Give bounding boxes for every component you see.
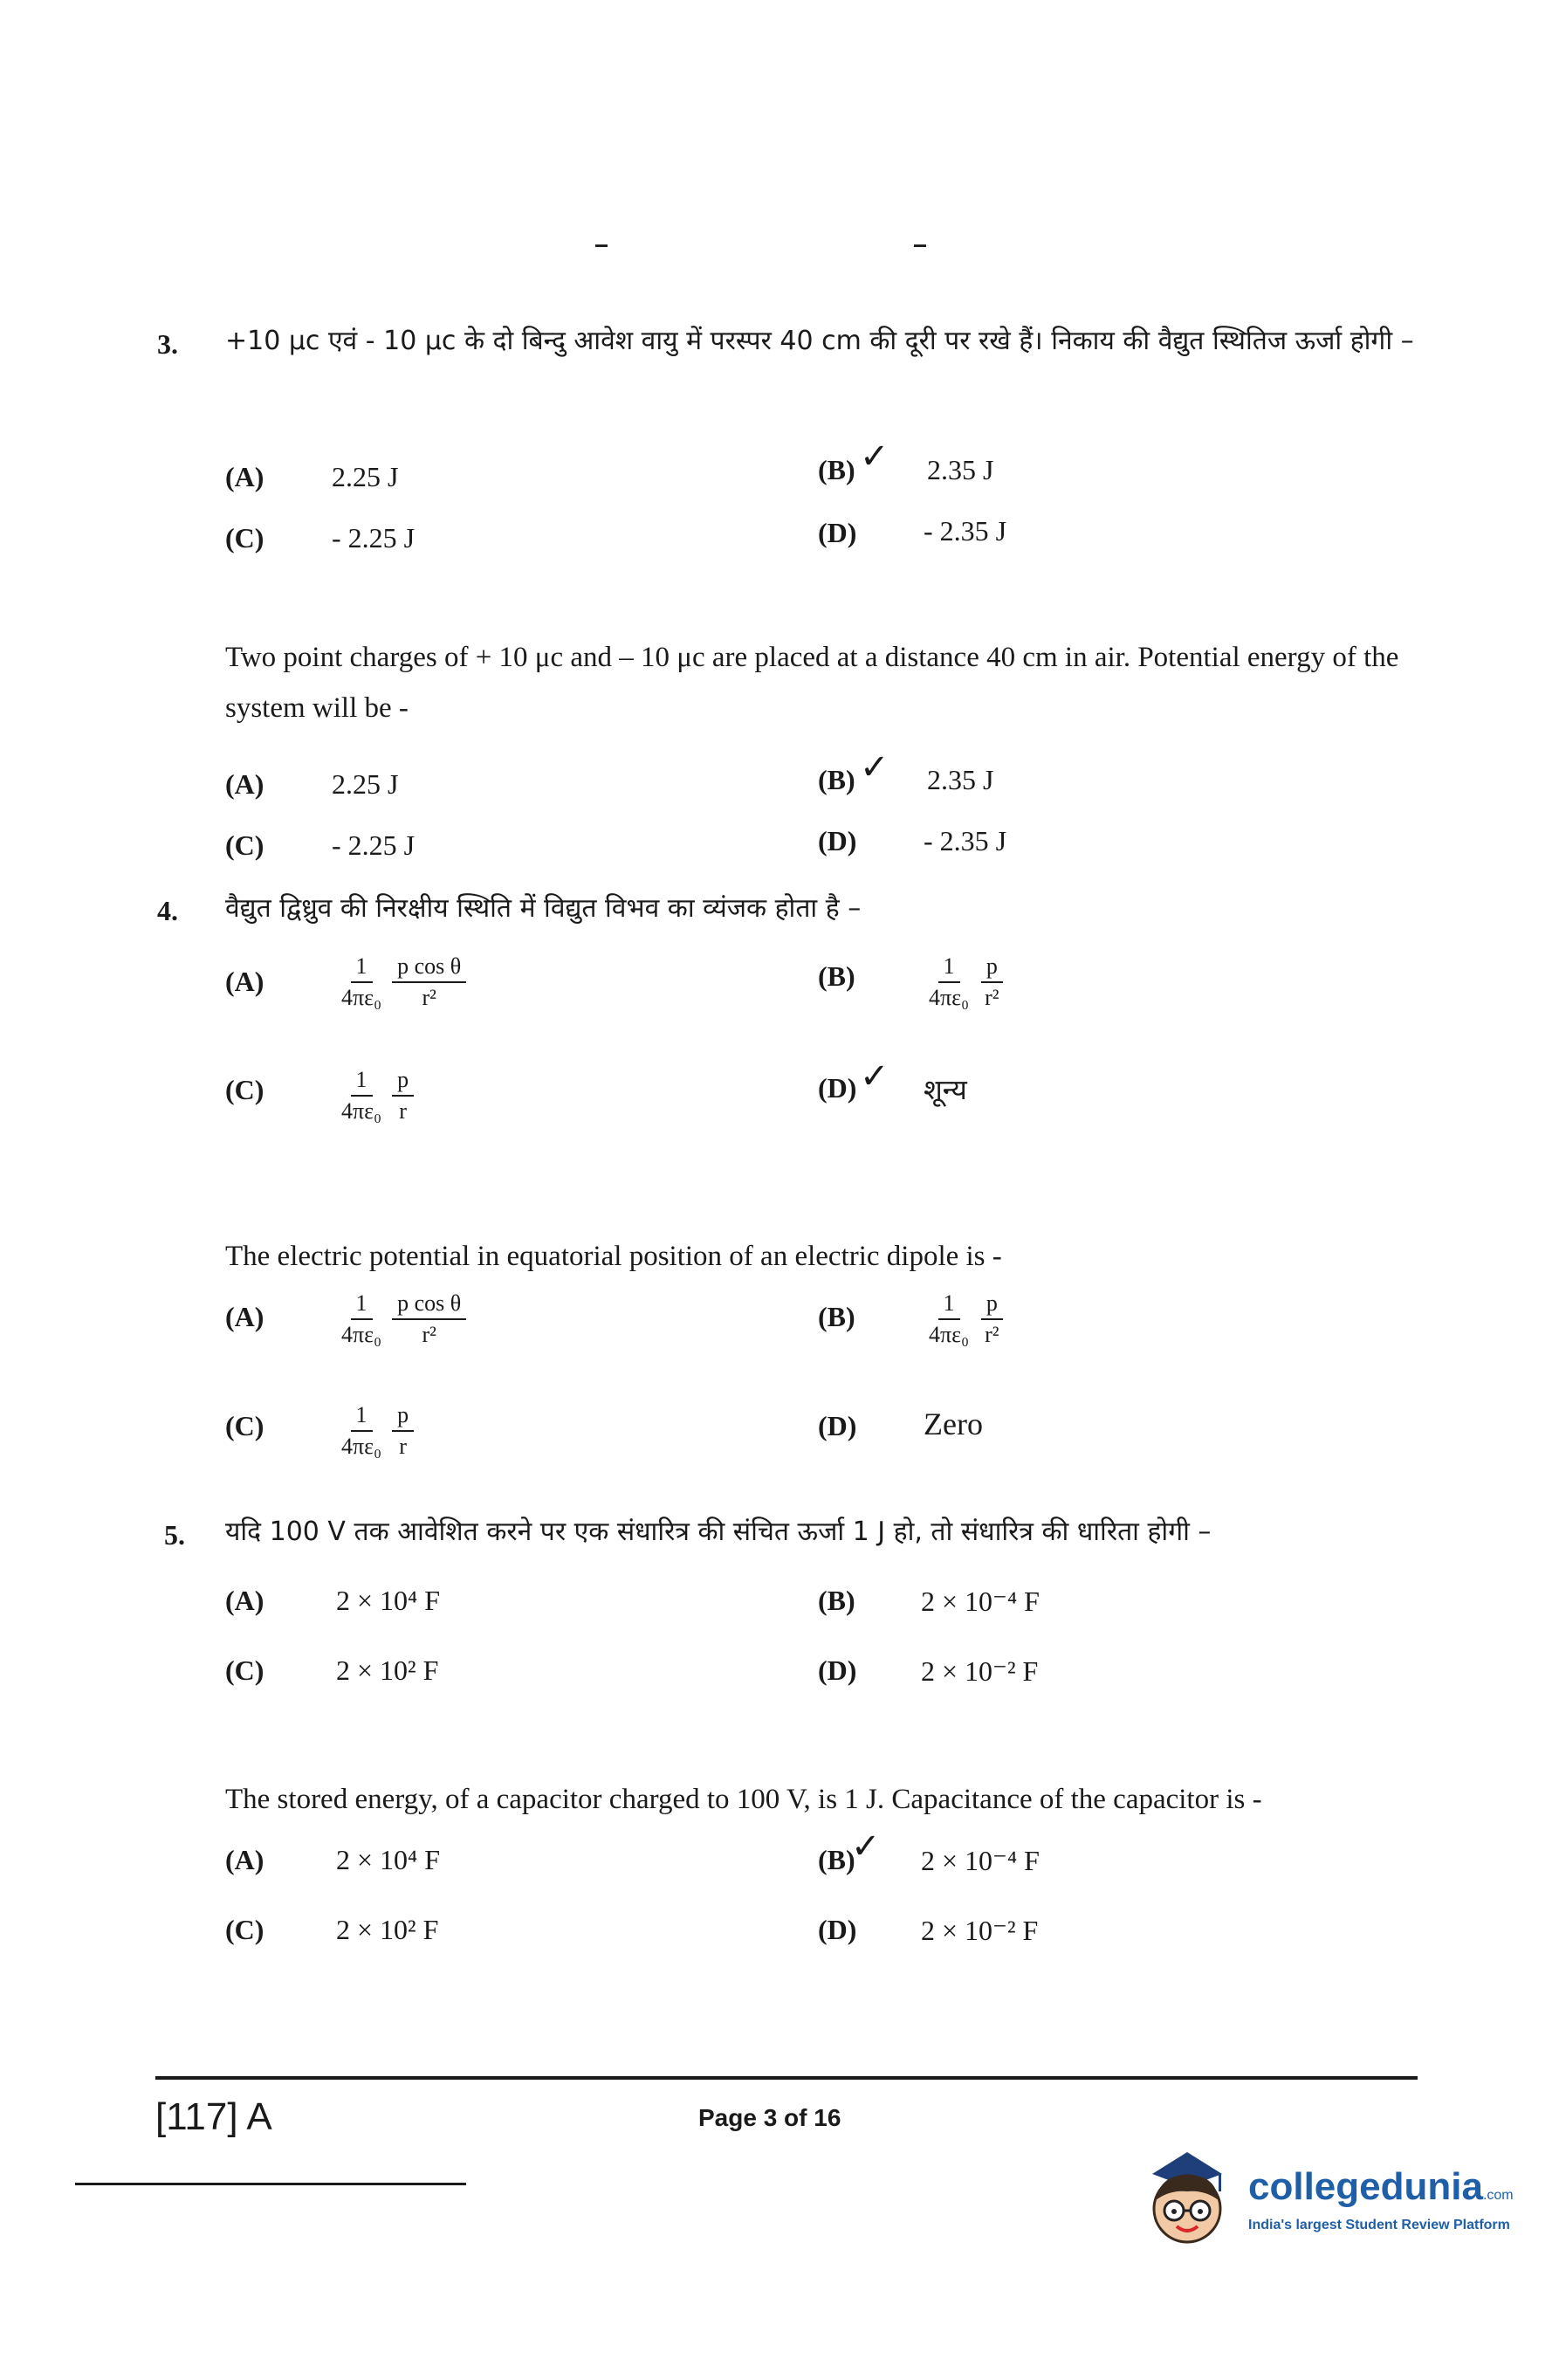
option-value: - 2.25 J: [332, 522, 416, 554]
question-number: 3.: [157, 328, 178, 360]
page-number: Page 3 of 16: [698, 2104, 841, 2131]
option-label: (C): [225, 1074, 264, 1105]
option-label: (D): [818, 1914, 857, 1945]
formula-a: $\frac{1}{\text{4πε₀}}$ $\frac{\text{p cos θ}}{\text{r²}}$: [336, 953, 466, 1011]
option-value: 2.35 J: [927, 454, 994, 485]
mascot-icon: [1135, 2139, 1240, 2253]
check-mark-icon: ✓: [860, 437, 889, 477]
option-value: 2 × 10⁻⁴ F: [921, 1586, 1040, 1617]
option-value: - 2.35 J: [924, 515, 1007, 547]
option-label: (B): [818, 454, 855, 485]
option-label: (C): [225, 1410, 264, 1441]
signature-line: [75, 2183, 466, 2185]
check-mark-icon: ✓: [860, 747, 889, 788]
check-mark-icon: ✓: [851, 1826, 881, 1867]
option-value: 2 × 10² F: [336, 1914, 439, 1945]
option-label: (B): [818, 1844, 855, 1875]
formula-a: $\frac{1}{\text{4πε₀}}$ $\frac{\text{p cos θ}}{\text{r²}}$: [336, 1290, 466, 1348]
formula-b: $\frac{1}{\text{4πε₀}}$ $\frac{p}{\text{r²}}$: [924, 1290, 1005, 1348]
question-4-hindi-text: वैद्युत द्विध्रुव की निरक्षीय स्थिति में विद्युत विभव का व्यंजक होता है –: [225, 893, 862, 924]
option-label: (D): [818, 825, 857, 856]
option-value: शून्य: [924, 1073, 967, 1106]
paper-code: [117] A: [155, 2095, 272, 2138]
option-label: (D): [818, 1072, 857, 1104]
brand-suffix: .com: [1482, 2188, 1514, 2203]
option-value: Zero: [924, 1407, 983, 1441]
option-label: (C): [225, 522, 264, 554]
option-label: (C): [225, 1914, 264, 1945]
option-label: (D): [818, 517, 857, 548]
formula-c: $\frac{1}{\text{4πε₀}}$ $\frac{p}{r}$: [336, 1402, 414, 1460]
option-label: (B): [818, 1585, 855, 1616]
question-number: 5.: [164, 1519, 185, 1551]
option-label: (A): [225, 1844, 264, 1875]
option-value: 2 × 10⁻⁴ F: [921, 1845, 1040, 1876]
question-5-english-text: The stored energy, of a capacitor charged to 100 V, is 1 J. Capacitance of the capacitor is -: [225, 1784, 1262, 1815]
option-value: 2 × 10⁻² F: [921, 1655, 1039, 1687]
option-value: 2 × 10⁴ F: [336, 1585, 440, 1616]
header-mark: [595, 244, 608, 247]
option-value: 2.25 J: [332, 461, 399, 492]
question-4-english-text: The electric potential in equatorial position of an electric dipole is -: [225, 1241, 1002, 1272]
option-label: (A): [225, 966, 264, 997]
option-value: 2.25 J: [332, 768, 399, 800]
question-5-hindi-text: यदि 100 V तक आवेशित करने पर एक संधारित्र की संचित ऊर्जा 1 J हो, तो संधारित्र की धारिता होगी –: [225, 1517, 1212, 1547]
header-mark: [914, 244, 926, 247]
option-value: 2 × 10⁴ F: [336, 1844, 440, 1875]
option-value: - 2.25 J: [332, 829, 416, 861]
brand-logo: [1135, 2139, 1528, 2270]
option-value: 2 × 10² F: [336, 1654, 439, 1686]
option-label: (D): [818, 1410, 857, 1441]
formula-c: $\frac{1}{\text{4πε₀}}$ $\frac{p}{r}$: [336, 1067, 414, 1125]
question-number: 4.: [157, 895, 178, 926]
option-label: (A): [225, 461, 264, 492]
option-label: (B): [818, 1301, 855, 1332]
option-value: - 2.35 J: [924, 825, 1007, 856]
brand-tagline: India's largest Student Review Platform: [1248, 2218, 1510, 2232]
option-label: (A): [225, 768, 264, 800]
brand-name: collegedunia: [1248, 2165, 1483, 2208]
check-mark-icon: ✓: [860, 1056, 889, 1097]
option-value: 2 × 10⁻² F: [921, 1915, 1039, 1946]
footer-rule: [155, 2076, 1418, 2080]
option-value: 2.35 J: [927, 764, 994, 795]
option-label: (C): [225, 829, 264, 861]
option-label: (D): [818, 1654, 857, 1686]
option-label: (A): [225, 1585, 264, 1616]
option-label: (A): [225, 1301, 264, 1332]
option-label: (B): [818, 960, 855, 992]
option-label: (B): [818, 764, 855, 795]
question-3-english-text: Two point charges of + 10 μc and – 10 μc are placed at a distance 40 cm in air. Potential energy of the system will be -: [225, 642, 1399, 724]
formula-b: $\frac{1}{\text{4πε₀}}$ $\frac{p}{\text{r²}}$: [924, 953, 1005, 1011]
option-label: (C): [225, 1654, 264, 1686]
question-3-hindi-text: +10 μc एवं - 10 μc के दो बिन्दु आवेश वायु में परस्पर 40 cm की दूरी पर रखे हैं। निकाय की वैद्युत स्थितिज ऊर्जा होगी –: [225, 326, 1414, 356]
